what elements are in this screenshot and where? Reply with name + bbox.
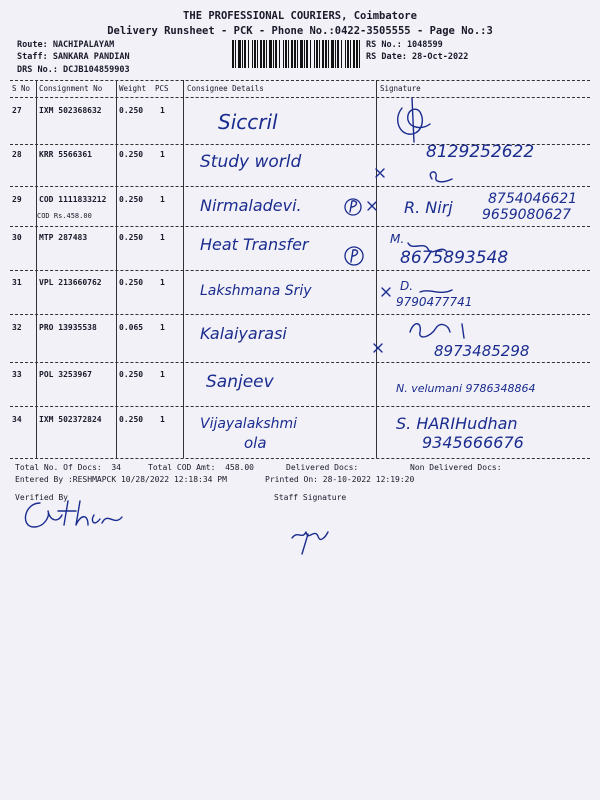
- barcode-bar: [269, 40, 272, 68]
- column-divider: [376, 80, 377, 458]
- row-sno: 33: [12, 370, 22, 379]
- row-weight: 0.250: [119, 195, 144, 204]
- row-consignee-handwriting: Sanjeev: [206, 372, 274, 392]
- runsheet-title: Delivery Runsheet - PCK - Phone No.:0422-3505555 - Page No.:3: [107, 25, 493, 37]
- barcode-bar: [304, 40, 305, 68]
- row-pcs: 1: [160, 323, 165, 332]
- barcode-bar: [328, 40, 329, 68]
- row-pcs: 1: [160, 106, 165, 115]
- signature-scribble: [392, 98, 442, 146]
- barcode-bar: [263, 40, 265, 68]
- row-consignee-handwriting: Vijayalakshmi: [200, 416, 298, 432]
- row-pcs: 1: [160, 278, 165, 287]
- row-signature-handwriting: D.: [400, 279, 414, 293]
- row-divider: [10, 314, 590, 315]
- table-top-rule: [10, 80, 590, 81]
- barcode-bar: [345, 40, 346, 68]
- barcode-bar: [300, 40, 303, 68]
- row-sno: 27: [12, 106, 22, 115]
- row-divider: [10, 270, 590, 271]
- barcode-bar: [279, 40, 280, 68]
- cod-amount: COD Rs.458.00: [37, 212, 92, 220]
- row-signature-handwriting: R. Nirj: [404, 198, 453, 217]
- row-divider: [10, 226, 590, 227]
- col-consignment: Consignment No: [39, 84, 103, 93]
- row-weight: 0.065: [119, 323, 144, 332]
- barcode-bar: [297, 40, 298, 68]
- barcode-bar: [266, 40, 267, 68]
- barcode-bar: [291, 40, 293, 68]
- row-consignment: PRO 13935538: [39, 323, 97, 332]
- row-consignment: VPL 213660762: [39, 278, 102, 287]
- row-phone-handwriting: 9659080627: [482, 207, 572, 223]
- barcode-bar: [335, 40, 336, 68]
- row-consignee-handwriting: Siccril: [218, 110, 278, 134]
- barcode-bar: [288, 40, 289, 68]
- barcode-bar: [319, 40, 320, 68]
- signature-scribble: [340, 243, 450, 269]
- row-consignee-handwriting: Study world: [200, 152, 302, 172]
- signature-scribble: [372, 165, 462, 187]
- row-weight: 0.250: [119, 415, 144, 424]
- barcode-bar: [306, 40, 308, 68]
- total-docs: Total No. Of Docs: 34: [15, 463, 121, 472]
- barcode-bar: [235, 40, 236, 68]
- row-sno: 31: [12, 278, 22, 287]
- table-bottom-rule: [10, 458, 590, 459]
- row-consignment: KRR 5566361: [39, 150, 92, 159]
- table-header-rule: [10, 97, 590, 98]
- row-weight: 0.250: [119, 278, 144, 287]
- route: Route: NACHIPALAYAM: [17, 40, 115, 50]
- printed-on: Printed On: 28-10-2022 12:19:20: [265, 475, 415, 484]
- row-phone-handwriting: 8754046621: [488, 191, 578, 207]
- barcode-bar: [285, 40, 287, 68]
- row-consignee-handwriting: Nirmaladevi.: [200, 196, 302, 215]
- barcode-bar: [273, 40, 274, 68]
- total-cod-amount: Total COD Amt: 458.00: [148, 463, 254, 472]
- staff: Staff: SANKARA PANDIAN: [17, 52, 130, 62]
- non-delivered-docs: Non Delivered Docs:: [410, 463, 502, 472]
- row-phone-handwriting: N. velumani 9786348864: [396, 382, 536, 395]
- signature-scribble: [344, 196, 404, 220]
- barcode-bar: [248, 40, 249, 68]
- barcode-bar: [316, 40, 318, 68]
- row-signature-handwriting: S. HARIHudhan: [396, 414, 518, 433]
- col-pcs: PCS: [155, 84, 169, 93]
- barcode-bar: [283, 40, 284, 68]
- barcode-bar: [341, 40, 342, 68]
- row-phone-handwriting: 9790477741: [396, 295, 473, 309]
- row-consignee-handwriting: Heat Transfer: [200, 235, 309, 254]
- row-phone-handwriting: 8973485298: [434, 342, 530, 360]
- barcode: [232, 40, 360, 68]
- row-consignment: IXM 502372824: [39, 415, 102, 424]
- barcode-bar: [359, 40, 360, 68]
- row-phone-handwriting: 9345666676: [422, 433, 524, 452]
- col-signature: Signature: [380, 84, 421, 93]
- company-name: THE PROFESSIONAL COURIERS, Coimbatore: [183, 10, 417, 22]
- barcode-bar: [260, 40, 262, 68]
- row-divider: [10, 406, 590, 407]
- column-divider: [36, 80, 37, 458]
- row-consignee-handwriting: Lakshmana Sriy: [200, 283, 312, 299]
- barcode-bar: [322, 40, 324, 68]
- barcode-bar: [325, 40, 327, 68]
- row-pcs: 1: [160, 370, 165, 379]
- column-divider: [116, 80, 117, 458]
- barcode-bar: [310, 40, 311, 68]
- barcode-bar: [356, 40, 358, 68]
- row-consignment: POL 3253967: [39, 370, 92, 379]
- row-signature-handwriting: M.: [390, 232, 405, 246]
- row-pcs: 1: [160, 233, 165, 242]
- row-consignee-handwriting: ola: [244, 434, 267, 452]
- row-pcs: 1: [160, 150, 165, 159]
- barcode-bar: [232, 40, 234, 68]
- barcode-bar: [238, 40, 241, 68]
- staff-signature-label: Staff Signature: [274, 493, 347, 502]
- column-divider: [183, 80, 184, 458]
- row-sno: 30: [12, 233, 22, 242]
- barcode-bar: [294, 40, 296, 68]
- barcode-bar: [252, 40, 253, 68]
- barcode-bar: [314, 40, 315, 68]
- barcode-bar: [242, 40, 243, 68]
- row-weight: 0.250: [119, 106, 144, 115]
- rs-number: RS No.: 1048599: [366, 40, 443, 50]
- rs-date: RS Date: 28-Oct-2022: [366, 52, 469, 62]
- barcode-bar: [244, 40, 246, 68]
- verifier-signature: [18, 497, 130, 533]
- staff-signature: [288, 516, 332, 556]
- barcode-bar: [347, 40, 349, 68]
- row-weight: 0.250: [119, 233, 144, 242]
- row-phone-handwriting: 8675893548: [400, 248, 509, 268]
- row-phone-handwriting: 8129252622: [426, 142, 535, 162]
- delivered-docs: Delivered Docs:: [286, 463, 359, 472]
- barcode-bar: [254, 40, 256, 68]
- entered-by: Entered By :RESHMAPCK 10/28/2022 12:18:34 PM: [15, 475, 227, 484]
- signature-scribble: [380, 286, 460, 300]
- col-consignee: Consignee Details: [187, 84, 264, 93]
- barcode-bar: [257, 40, 258, 68]
- drs-number: DRS No.: DCJB104859903: [17, 65, 130, 75]
- barcode-bar: [331, 40, 334, 68]
- row-pcs: 1: [160, 415, 165, 424]
- barcode-bar: [350, 40, 351, 68]
- barcode-bar: [275, 40, 277, 68]
- row-sno: 29: [12, 195, 22, 204]
- barcode-bar: [337, 40, 339, 68]
- row-weight: 0.250: [119, 370, 144, 379]
- row-sno: 28: [12, 150, 22, 159]
- col-sno: S No: [12, 84, 31, 93]
- row-consignee-handwriting: Kalaiyarasi: [200, 324, 287, 343]
- row-divider: [10, 362, 590, 363]
- row-pcs: 1: [160, 195, 165, 204]
- row-consignment: IXM 502368632: [39, 106, 102, 115]
- col-weight: Weight: [119, 84, 147, 93]
- row-consignment: MTP 287483: [39, 233, 88, 242]
- row-sno: 32: [12, 323, 22, 332]
- row-sno: 34: [12, 415, 22, 424]
- row-weight: 0.250: [119, 150, 144, 159]
- row-divider: [10, 186, 590, 187]
- signature-scribble: [370, 318, 490, 358]
- row-consignment: COD 1111833212: [39, 195, 107, 204]
- verified-by-label: Verified By: [15, 493, 68, 502]
- barcode-bar: [353, 40, 355, 68]
